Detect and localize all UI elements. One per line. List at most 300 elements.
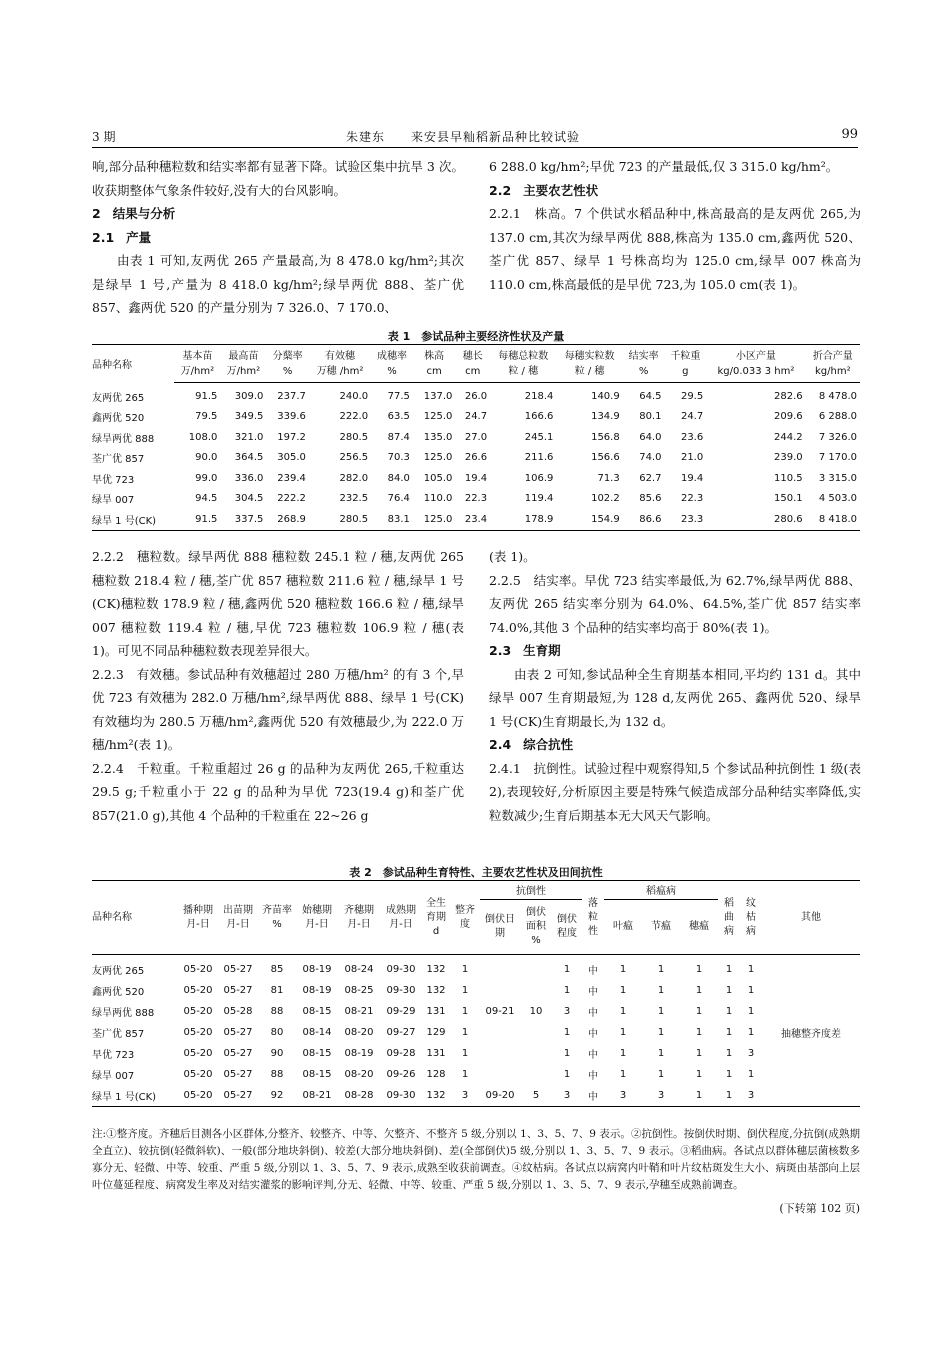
table-cell: 7 170.0 (818, 452, 857, 464)
table-cell: 239.0 (774, 452, 803, 464)
t1-col-unit: % (266, 364, 309, 383)
variety-name: 绿旱两优 888 (92, 433, 155, 445)
table-cell: 22.3 (464, 493, 488, 505)
table-cell: 中 (588, 966, 598, 977)
t2-h-lodging: 抗倒性 (480, 881, 582, 900)
table-cell: 305.0 (277, 452, 306, 464)
t2-h-leaf: 叶瘟 (604, 900, 642, 955)
table-cell: 256.5 (339, 452, 369, 464)
table-cell: 1 (461, 1048, 469, 1059)
table-cell: 128 (426, 1069, 446, 1080)
table-cell: 76.4 (387, 493, 410, 505)
table-cell: 336.0 (234, 472, 264, 484)
t1-col-header: 品种名称 (92, 360, 132, 372)
t2-h-name: 品种名称 (92, 881, 178, 955)
table1-body (92, 383, 860, 531)
variety-name: 鑫两优 520 (92, 987, 145, 998)
table-cell: 24.7 (464, 411, 488, 423)
table-cell: 中 (588, 1008, 598, 1019)
table-cell: 134.9 (591, 411, 620, 423)
t2-h-blast: 稻瘟病 (604, 881, 718, 900)
subsection-heading (92, 226, 464, 250)
table-cell: 110.0 (423, 493, 453, 505)
t1-col-header: 分蘖率 (272, 351, 303, 362)
t2-h-even (258, 881, 296, 955)
table-cell: 91.5 (195, 513, 218, 525)
table-cell: 80 (270, 1027, 284, 1038)
variety-name: 绿旱 007 (92, 495, 135, 507)
t1-col-header: 每穗总粒数 (498, 351, 549, 362)
table-cell: 282.6 (774, 390, 803, 402)
table-cell: 08-19 (302, 985, 332, 996)
table-cell: 135.0 (423, 431, 453, 443)
variety-name: 鑫两优 520 (92, 413, 145, 425)
continued-note: (下转第 102 页) (779, 1202, 860, 1215)
t2-h-unit: 月-日 (226, 918, 250, 930)
table1 (92, 344, 860, 531)
table-cell: 中 (588, 1071, 598, 1082)
paragraph: (表 1)。 (489, 549, 536, 564)
section-heading (92, 202, 464, 226)
table1-header-row (92, 345, 860, 365)
table-cell: 237.7 (277, 390, 306, 402)
table-cell: 3 (619, 1090, 627, 1101)
table-cell: 29.5 (680, 390, 704, 402)
table-cell (480, 1043, 520, 1064)
table-cell: 232.5 (339, 493, 369, 505)
table-cell: 1 (619, 1006, 627, 1017)
table-cell: 7 326.0 (818, 431, 857, 443)
variety-name: 绿旱 1 号(CK) (92, 515, 157, 527)
table-cell (520, 1043, 552, 1064)
table-cell: 92 (270, 1090, 284, 1101)
paragraph: 2.2.2 穗粒数。绿旱两优 888 穗粒数 245.1 粒 / 穗,友两优 265 穗粒数 218.4 粒 / 穗,荃广优 857 穗粒数 211.6 粒 / 穗,绿旱 1 号(CK)穗粒数 178.9 粒 / 穗,鑫两优 520 穗粒数 166.6 粒 / 穗,绿旱 007 穗粒数 119.4 粒 / 穗,早优 723 穗粒数 106.9 粒 / 穗(表 1)。可见不同品种穗粒数表现差异很大。 (92, 549, 464, 658)
table-cell: 08-21 (302, 1090, 332, 1101)
table-cell (520, 1022, 552, 1043)
table-cell: 71.3 (597, 472, 620, 484)
column-upper-right (489, 155, 861, 296)
table-cell: 3 (747, 1048, 755, 1059)
paragraph: 2.4.1 抗倒性。试验过程中观察得知,5 个参试品种抗倒性 1 级(表 2),表现较好,分析原因主要是特殊气候造成部分品种结实率降低,实粒数减少;生育后期基本无大风天气影响。 (489, 760, 861, 823)
t2-h-uniform: 整齐度 (450, 881, 480, 955)
table-cell: 09-29 (386, 1006, 416, 1017)
t1-col-unit: kg/hm² (806, 364, 860, 383)
table-cell: 280.5 (339, 513, 369, 525)
subsection-heading (489, 639, 861, 663)
table-cell (762, 980, 860, 1001)
table-cell: 131 (426, 1048, 446, 1059)
t2-h-emerge (218, 881, 258, 955)
column-lower-left (92, 545, 464, 827)
table-cell: 08-20 (344, 1069, 374, 1080)
t2-h-unit: 月-日 (186, 918, 210, 930)
table-cell: 09-30 (386, 964, 416, 975)
table2-body (92, 955, 860, 1107)
subsection-heading (489, 179, 861, 203)
table-cell: 1 (657, 964, 665, 975)
table1-unit-row (92, 364, 860, 383)
t1-col-unit: % (371, 364, 413, 383)
t1-col-unit: cm (455, 364, 490, 383)
table-cell: 125.0 (423, 513, 453, 525)
table-cell: 1 (619, 964, 627, 975)
issue-number: 3 期 (92, 130, 116, 144)
t2-h-period-label: 全生育期 (426, 897, 446, 923)
table-cell: 1 (563, 1027, 571, 1038)
table-cell: 8 478.0 (818, 390, 857, 402)
variety-name: 绿旱 007 (92, 1071, 135, 1082)
table-cell: 08-25 (344, 985, 374, 996)
t2-h-lodge-area-label: 倒伏面积 (526, 907, 546, 932)
table-cell: 321.0 (234, 431, 264, 443)
table-cell: 3 315.0 (818, 472, 857, 484)
paragraph: 6 288.0 kg/hm²;早优 723 的产量最低,仅 3 315.0 kg/hm²。 (489, 159, 839, 174)
variety-name: 早优 723 (92, 1050, 135, 1061)
t2-h-unit: 月-日 (389, 918, 413, 930)
table-cell: 105.0 (423, 472, 453, 484)
table-cell: 83.1 (387, 513, 410, 525)
t2-h-unit: d (432, 925, 440, 937)
table-cell: 1 (747, 1027, 755, 1038)
table-cell: 08-20 (344, 1027, 374, 1038)
table-cell: 222.0 (339, 411, 369, 423)
table-cell: 125.0 (423, 411, 453, 423)
t1-col-header: 结实率 (628, 351, 659, 362)
table-cell: 1 (461, 1027, 469, 1038)
table-cell: 24.7 (680, 411, 704, 423)
paragraph: 由表 2 可知,参试品种全生育期基本相同,平均约 131 d。其中绿旱 007 生育期最短,为 128 d,友两优 265、鑫两优 520、绿旱 1 号(CK)生育期最长,为 132 d。 (489, 666, 861, 729)
variety-name: 荃广优 857 (92, 454, 145, 466)
section-number: 2 (92, 206, 101, 221)
table-cell: 132 (426, 964, 446, 975)
table-row (92, 1064, 860, 1085)
table-cell: 88 (270, 1069, 284, 1080)
table-cell: 08-28 (344, 1090, 374, 1101)
table-cell: 88 (270, 1006, 284, 1017)
table-cell: 3 (563, 1090, 571, 1101)
table-cell: 05-27 (223, 1069, 253, 1080)
table-cell: 150.1 (774, 493, 803, 505)
variety-name: 荃广优 857 (92, 1029, 145, 1040)
table-cell: 19.4 (680, 472, 704, 484)
table-cell: 131 (426, 1006, 446, 1017)
table-cell: 1 (619, 1027, 627, 1038)
table-row (92, 1022, 860, 1043)
table-cell: 91.5 (195, 390, 218, 402)
t2-h-mature (380, 881, 422, 955)
table-row (92, 383, 860, 407)
table-cell: 1 (747, 1069, 755, 1080)
table-cell (762, 955, 860, 981)
table-cell: 1 (619, 1069, 627, 1080)
section-title: 综合抗性 (523, 737, 574, 752)
t2-h-head-start (296, 881, 338, 955)
section-number: 2.3 (489, 643, 512, 658)
t1-col-header: 有效穗 (325, 351, 356, 362)
paragraph: 2.2.4 千粒重。千粒重超过 26 g 的品种为友两优 265,千粒重达 29.5 g;千粒重小于 22 g 的品种为早优 723(19.4 g)和荃广优 857(21.0 g),其他 4 个品种的千粒重在 22~26 g (92, 760, 464, 823)
table-cell (520, 955, 552, 981)
table-cell (520, 1064, 552, 1085)
table-cell (480, 1064, 520, 1085)
table-cell: 102.2 (591, 493, 620, 505)
table-cell: 132 (426, 1090, 446, 1101)
table-cell: 27.0 (464, 431, 488, 443)
table-row (92, 509, 860, 530)
table-cell (762, 1001, 860, 1022)
table-cell: 211.6 (524, 452, 554, 464)
table-cell (762, 1064, 860, 1085)
table-cell: 1 (695, 985, 703, 996)
table-row (92, 955, 860, 981)
column-upper-left (92, 155, 464, 320)
table-cell: 85 (270, 964, 284, 975)
running-header (92, 124, 858, 146)
table-cell: 154.9 (591, 513, 620, 525)
paragraph: 由表 1 可知,友两优 265 产量最高,为 8 478.0 kg/hm²;其次是绿旱 1 号,产量为 8 418.0 kg/hm²;绿旱两优 888、荃广优 857、鑫两优 520 的产量分别为 7 326.0、7 170.0、 (92, 253, 464, 315)
section-title: 结果与分析 (112, 206, 176, 221)
table-cell: 87.4 (387, 431, 410, 443)
table-cell: 244.2 (774, 431, 803, 443)
table-cell: 09-27 (386, 1027, 416, 1038)
table-row (92, 1085, 860, 1107)
t1-col-header: 最高苗 (228, 351, 259, 362)
table-cell: 70.3 (387, 452, 410, 464)
table-row (92, 427, 860, 448)
table-cell: 3 (657, 1090, 665, 1101)
table2-caption: 表 2 参试品种生育特性、主要农艺性状及田间抗性 (349, 866, 603, 879)
table-cell: 1 (695, 964, 703, 975)
table-cell: 10 (529, 1006, 543, 1017)
table-cell: 1 (725, 1090, 733, 1101)
table-cell: 62.7 (639, 472, 662, 484)
table-row (92, 468, 860, 489)
table-cell: 1 (747, 1006, 755, 1017)
table-cell: 119.4 (524, 493, 554, 505)
table-cell: 90.0 (195, 452, 218, 464)
t2-h-emerge-label: 出苗期 (223, 904, 253, 916)
table-cell: 84.0 (387, 472, 410, 484)
table-cell: 240.0 (339, 390, 369, 402)
paragraph: 2.2.5 结实率。早优 723 结实率最低,为 62.7%,绿旱两优 888、友两优 265 结实率分别为 64.0%、64.5%,荃广优 857 结实率 74.0%,其他 3 个品种的结实率均高于 80%(表 1)。 (489, 572, 861, 635)
t2-h-other: 其他 (762, 881, 860, 955)
table-cell: 94.5 (195, 493, 218, 505)
table-cell: 77.5 (387, 390, 410, 402)
table-cell: 1 (657, 985, 665, 996)
table-cell: 79.5 (195, 411, 218, 423)
table-cell: 19.4 (464, 472, 488, 484)
t2-h-period (422, 881, 450, 955)
t1-col-header: 每穗实粒数 (564, 351, 615, 362)
variety-name: 友两优 265 (92, 392, 145, 404)
t1-col-header: 千粒重 (670, 351, 701, 362)
table-cell: 05-27 (223, 1090, 253, 1101)
table-cell: 166.6 (524, 411, 554, 423)
table-cell: 140.9 (591, 390, 620, 402)
table-cell: 08-15 (302, 1069, 332, 1080)
table-cell: 09-20 (485, 1090, 515, 1101)
table-cell: 8 418.0 (818, 513, 857, 525)
t1-col-header: 株高 (424, 351, 445, 362)
table-cell: 1 (461, 964, 469, 975)
t2-h-unit: % (272, 918, 282, 930)
table-cell: 197.2 (277, 431, 306, 443)
table-cell: 245.1 (524, 431, 554, 443)
section-title: 生育期 (523, 643, 561, 658)
t1-col-unit: 万穗 /hm² (309, 364, 371, 383)
t1-col-unit: kg/0.033 3 hm² (706, 364, 805, 383)
table-cell: 23.3 (680, 513, 704, 525)
table-cell: 3 (747, 1090, 755, 1101)
table-cell: 239.4 (277, 472, 306, 484)
t2-h-lodge-deg: 倒伏程度 (552, 900, 582, 955)
table-cell: 337.5 (234, 513, 264, 525)
table-cell: 282.0 (339, 472, 369, 484)
table-cell: 08-14 (302, 1027, 332, 1038)
table-cell: 1 (725, 1069, 733, 1080)
t2-h-head-start-label: 始穗期 (302, 904, 332, 916)
table-cell (520, 980, 552, 1001)
table-cell: 209.6 (774, 411, 803, 423)
table-cell: 280.5 (339, 431, 369, 443)
table-cell: 5 (532, 1090, 540, 1101)
table-cell: 1 (461, 985, 469, 996)
t1-col-unit: cm (413, 364, 456, 383)
running-title: 朱建东 来安县早籼稻新品种比较试验 (346, 130, 581, 144)
t2-h-unit: 月-日 (347, 918, 371, 930)
table-cell: 22.3 (680, 493, 704, 505)
table-cell: 86.6 (639, 513, 662, 525)
table-cell: 1 (695, 1027, 703, 1038)
table-cell: 05-27 (223, 1027, 253, 1038)
table-cell: 中 (588, 987, 598, 998)
table-cell: 中 (588, 1092, 598, 1103)
table-cell: 05-20 (183, 1069, 213, 1080)
t2-h-node: 节瘟 (642, 900, 680, 955)
table-cell: 05-20 (183, 1048, 213, 1059)
table-cell: 中 (588, 1029, 598, 1040)
table-cell: 81 (270, 985, 284, 996)
table-cell: 280.6 (774, 513, 803, 525)
table-cell: 09-21 (485, 1006, 515, 1017)
table-cell: 1 (695, 1006, 703, 1017)
table-cell: 05-20 (183, 1006, 213, 1017)
paragraph: 2.2.1 株高。7 个供试水稻品种中,株高最高的是友两优 265,为 137.0 cm,其次为绿旱两优 888,株高为 135.0 cm,鑫两优 520、荃广优 857、绿旱 1 号株高均为 125.0 cm,绿旱 007 株高为 110.0 cm,株高最低的是早优 723,为 105.0 cm(表 1)。 (489, 206, 861, 292)
table-cell: 85.6 (639, 493, 662, 505)
table-cell: 1 (747, 964, 755, 975)
table-cell: 23.6 (680, 431, 704, 443)
section-title: 产量 (126, 229, 152, 245)
t1-col-unit: g (664, 364, 706, 383)
table-cell: 05-28 (223, 1006, 253, 1017)
table-cell: 1 (747, 985, 755, 996)
table-cell: 1 (461, 1006, 469, 1017)
t2-h-sow-label: 播种期 (183, 904, 213, 916)
table-cell: 08-19 (344, 1048, 374, 1059)
table-cell: 05-20 (183, 985, 213, 996)
section-title: 主要农艺性状 (523, 182, 599, 198)
t2-h-sow (178, 881, 218, 955)
table-cell: 309.0 (234, 390, 264, 402)
page-number: 99 (841, 127, 858, 142)
table-cell: 08-19 (302, 964, 332, 975)
table-cell: 08-15 (302, 1006, 332, 1017)
variety-name: 绿旱 1 号(CK) (92, 1092, 157, 1103)
variety-name: 绿旱两优 888 (92, 1008, 155, 1019)
paragraph: 响,部分品种穗粒数和结实率都有显著下降。试验区集中抗旱 3 次。收获期整体气象条件较好,没有大的台风影响。 (92, 159, 464, 198)
table-cell: 1 (461, 1069, 469, 1080)
t1-col-header: 基本苗 (182, 351, 213, 362)
table-cell: 1 (695, 1090, 703, 1101)
table-cell: 156.8 (591, 431, 620, 443)
table-cell: 349.5 (234, 411, 264, 423)
table-cell: 1 (619, 1048, 627, 1059)
table-cell: 110.5 (774, 472, 803, 484)
table-cell: 21.0 (680, 452, 704, 464)
table-cell: 08-21 (344, 1006, 374, 1017)
subsection-heading (489, 733, 861, 757)
t2-h-lodge-area (520, 900, 552, 955)
table-cell (480, 1022, 520, 1043)
table-cell: 1 (725, 1027, 733, 1038)
table-cell: 26.6 (464, 452, 488, 464)
table-cell: 1 (725, 964, 733, 975)
t2-h-head-full (338, 881, 380, 955)
table-cell (480, 955, 520, 981)
table-cell: 09-30 (386, 1090, 416, 1101)
table-cell: 09-26 (386, 1069, 416, 1080)
table-cell: 3 (461, 1090, 469, 1101)
table-cell: 132 (426, 985, 446, 996)
table-cell: 05-20 (183, 964, 213, 975)
table-cell (762, 1043, 860, 1064)
t1-col-unit: % (623, 364, 665, 383)
t2-h-lodge-date: 倒伏日期 (480, 900, 520, 955)
table-cell: 08-24 (344, 964, 374, 975)
table-cell: 23.4 (464, 513, 488, 525)
table-cell: 137.0 (423, 390, 453, 402)
table-cell: 106.9 (524, 472, 554, 484)
table1-caption: 表 1 参试品种主要经济性状及产量 (387, 330, 565, 343)
table-cell: 6 288.0 (818, 411, 857, 423)
table-cell: 74.0 (639, 452, 662, 464)
table-cell: 1 (563, 964, 571, 975)
table-row (92, 1043, 860, 1064)
table-row (92, 448, 860, 469)
t2-h-head-full-label: 齐穗期 (344, 904, 374, 916)
table-cell: 156.6 (591, 452, 620, 464)
table-cell: 339.6 (277, 411, 306, 423)
table-row (92, 980, 860, 1001)
t2-h-shatter: 落粒性 (582, 881, 604, 955)
t2-h-even-label: 齐苗率 (262, 904, 292, 916)
table-cell: 108.0 (188, 431, 218, 443)
table-cell: 1 (563, 1048, 571, 1059)
table-cell: 1 (563, 985, 571, 996)
table-cell: 05-27 (223, 985, 253, 996)
t1-col-header: 成穗率 (376, 351, 407, 362)
table-cell: 05-27 (223, 964, 253, 975)
table-cell (480, 980, 520, 1001)
table-cell: 64.5 (639, 390, 662, 402)
table-cell: 05-20 (183, 1090, 213, 1101)
section-number: 2.4 (489, 737, 512, 752)
table-cell: 1 (657, 1027, 665, 1038)
table-cell (762, 1085, 860, 1107)
table-cell: 90 (270, 1048, 284, 1059)
table-cell: 1 (725, 1006, 733, 1017)
table-cell: 304.5 (234, 493, 264, 505)
table-cell: 63.5 (387, 411, 410, 423)
